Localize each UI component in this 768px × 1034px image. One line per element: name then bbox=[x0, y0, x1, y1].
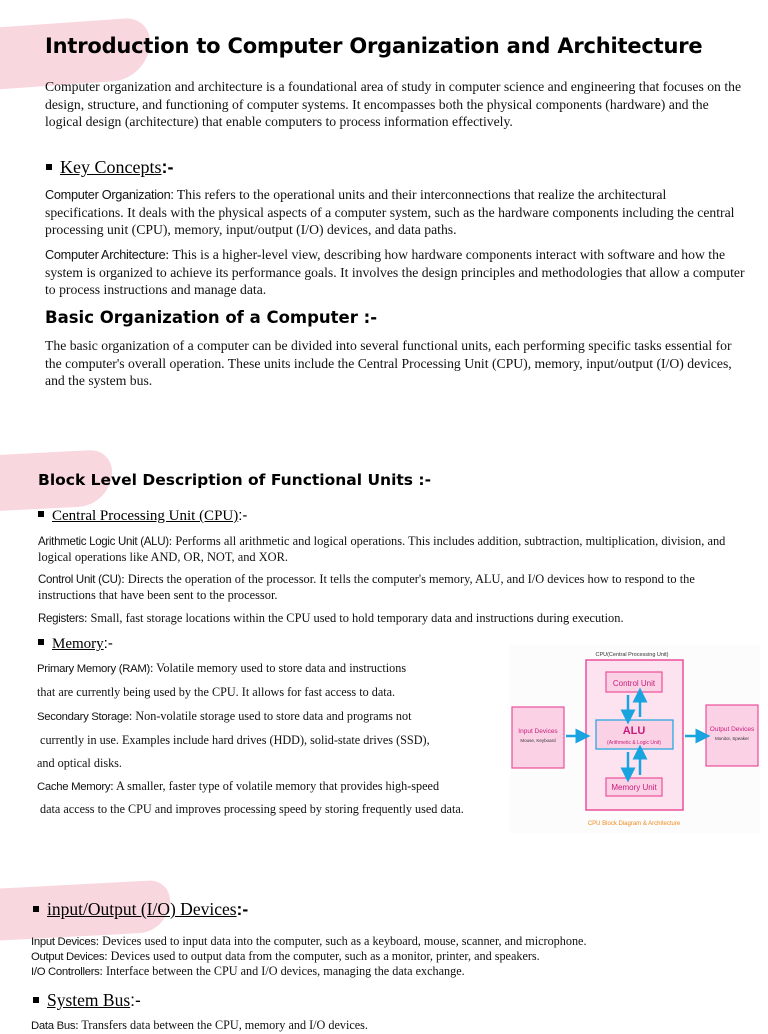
diagram-top-label: CPU(Central Processing Unit) bbox=[595, 652, 669, 658]
secondary-storage-term: Secondary Storage bbox=[37, 711, 129, 723]
data-bus-text: : Transfers data between the CPU, memory and I/O devices. bbox=[75, 1018, 368, 1032]
alu-term: Arithmetic Logic Unit (ALU) bbox=[38, 536, 169, 548]
primary-memory-line-2: that are currently being used by the CPU. It allows for fast access to data. bbox=[37, 685, 396, 699]
system-bus-label: System Bus bbox=[47, 990, 131, 1010]
heading-suffix: :- bbox=[161, 157, 174, 177]
heading-suffix: :- bbox=[236, 899, 249, 919]
alu-sub-label: (Arithmetic & Logic Unit) bbox=[607, 740, 661, 746]
bullet-icon bbox=[38, 639, 44, 645]
basic-org-paragraph: The basic organization of a computer can be divided into several functional units, each performing specific tasks essential for the computer's overall operation. These units include the Central Processing Unit (CPU), memory, input/output (I/O) devices, and the system bus. bbox=[45, 338, 732, 388]
registers-term: Registers bbox=[38, 613, 84, 625]
cu-paragraph bbox=[38, 572, 750, 603]
memory-heading-label: Memory bbox=[52, 636, 104, 652]
block-level-heading: Block Level Description of Functional Units :- bbox=[38, 471, 432, 489]
io-controllers-term: I/O Controllers bbox=[31, 966, 100, 978]
output-devices-paragraph bbox=[31, 949, 540, 965]
organization-text: This refers to the operational units and their interconnections that realize the architectural specifications. It deals with the physical aspects of a computer system, such as the hardware components including the central processing unit (CPU), memory, input/output (I/O) devices, and data paths. bbox=[45, 187, 735, 237]
primary-memory-line-1 bbox=[37, 661, 406, 677]
system-bus-heading bbox=[33, 990, 141, 1011]
cu-term: Control Unit (CU) bbox=[38, 574, 122, 586]
io-controllers-paragraph bbox=[31, 964, 465, 980]
registers-text: : Small, fast storage locations within the CPU used to hold temporary data and instructions during execution. bbox=[83, 611, 624, 625]
primary-memory-term: Primary Memory (RAM) bbox=[37, 663, 150, 675]
organization-term: Computer Organization: bbox=[45, 187, 174, 202]
input-devices-label: Input Devices bbox=[518, 728, 558, 735]
cache-memory-line-2: data access to the CPU and improves processing speed by storing frequently used data. bbox=[37, 802, 464, 816]
heading-suffix: :- bbox=[238, 507, 248, 524]
registers-paragraph bbox=[38, 611, 750, 627]
diagram-caption: CPU Block Diagram & Architecture bbox=[587, 821, 681, 827]
cpu-heading bbox=[38, 507, 247, 525]
heading-suffix: :- bbox=[130, 990, 141, 1010]
data-bus-term: Data Bus bbox=[31, 1020, 76, 1032]
io-heading bbox=[33, 899, 248, 920]
architecture-paragraph bbox=[45, 246, 745, 299]
io-heading-label: input/Output (I/O) Devices bbox=[47, 899, 237, 919]
key-concepts-label: Key Concepts bbox=[60, 157, 162, 177]
basic-org-heading: Basic Organization of a Computer :- bbox=[45, 308, 378, 327]
alu-text: : Performs all arithmetic and logical operations. This includes addition, subtraction, multiplication, division, and logical operations like AND, OR, NOT, and XOR. bbox=[38, 534, 726, 565]
io-controllers-text: : Interface between the CPU and I/O devices, managing the data exchange. bbox=[99, 964, 465, 978]
cache-memory-text: : A smaller, faster type of volatile memory that provides high-speed bbox=[110, 779, 440, 793]
alu-label: ALU bbox=[622, 725, 646, 737]
architecture-text: : This is a higher-level view, describing how hardware components interact with software and how the system is organized to achieve its performance goals. It involves the design principles and methodologies that allow a computer to process instructions and manage data. bbox=[45, 247, 745, 297]
bullet-icon bbox=[38, 511, 44, 517]
bullet-icon bbox=[33, 906, 39, 912]
bullet-icon bbox=[46, 164, 52, 170]
architecture-term: Computer Architecture bbox=[45, 247, 166, 262]
alu-paragraph bbox=[38, 534, 750, 565]
key-concepts-heading bbox=[46, 157, 173, 178]
organization-paragraph bbox=[45, 186, 745, 239]
primary-memory-text: : Volatile memory used to store data and instructions bbox=[149, 661, 407, 675]
heading-suffix: :- bbox=[103, 635, 113, 652]
memory-unit-label: Memory Unit bbox=[611, 783, 657, 792]
cpu-diagram-svg bbox=[510, 645, 760, 833]
output-devices-sub: Monitor, Speaker bbox=[714, 736, 750, 741]
output-devices-term: Output Devices bbox=[31, 951, 105, 963]
input-devices-term: Input Devices bbox=[31, 936, 96, 948]
input-devices-sub: Mouse, Keyboard bbox=[520, 738, 556, 743]
input-devices-paragraph bbox=[31, 934, 587, 950]
page-title: Introduction to Computer Organization and Architecture bbox=[45, 34, 703, 58]
intro-paragraph: Computer organization and architecture is a foundational area of study in computer science and engineering that focuses on the design, structure, and functioning of computer systems. It encompasses both the physical components (hardware) and the logical design (architecture) that enable computers to process information effectively. bbox=[45, 79, 742, 129]
bullet-icon bbox=[33, 997, 39, 1003]
cache-memory-term: Cache Memory bbox=[37, 781, 111, 793]
secondary-storage-line-1 bbox=[37, 709, 412, 725]
secondary-storage-line-2: currently in use. Examples include hard drives (HDD), solid-state drives (SSD), bbox=[37, 733, 430, 747]
cu-text: : Directs the operation of the processor. It tells the computer's memory, ALU, and I/O devices how to respond to the instructions that have been sent to the processor. bbox=[38, 572, 695, 603]
control-unit-label: Control Unit bbox=[612, 679, 656, 688]
secondary-storage-text: : Non-volatile storage used to store data and programs not bbox=[128, 709, 412, 723]
cpu-heading-label: Central Processing Unit (CPU) bbox=[52, 508, 239, 524]
memory-heading bbox=[38, 635, 113, 653]
data-bus-paragraph bbox=[31, 1018, 368, 1034]
cpu-block-diagram bbox=[510, 645, 760, 833]
secondary-storage-line-3: and optical disks. bbox=[37, 756, 122, 770]
output-devices-label: Output Devices bbox=[709, 726, 755, 733]
input-devices-text: : Devices used to input data into the computer, such as a keyboard, mouse, scanner, and microphone. bbox=[95, 934, 587, 948]
cache-memory-line-1 bbox=[37, 779, 439, 795]
output-devices-text: : Devices used to output data from the computer, such as a monitor, printer, and speakers. bbox=[104, 949, 540, 963]
